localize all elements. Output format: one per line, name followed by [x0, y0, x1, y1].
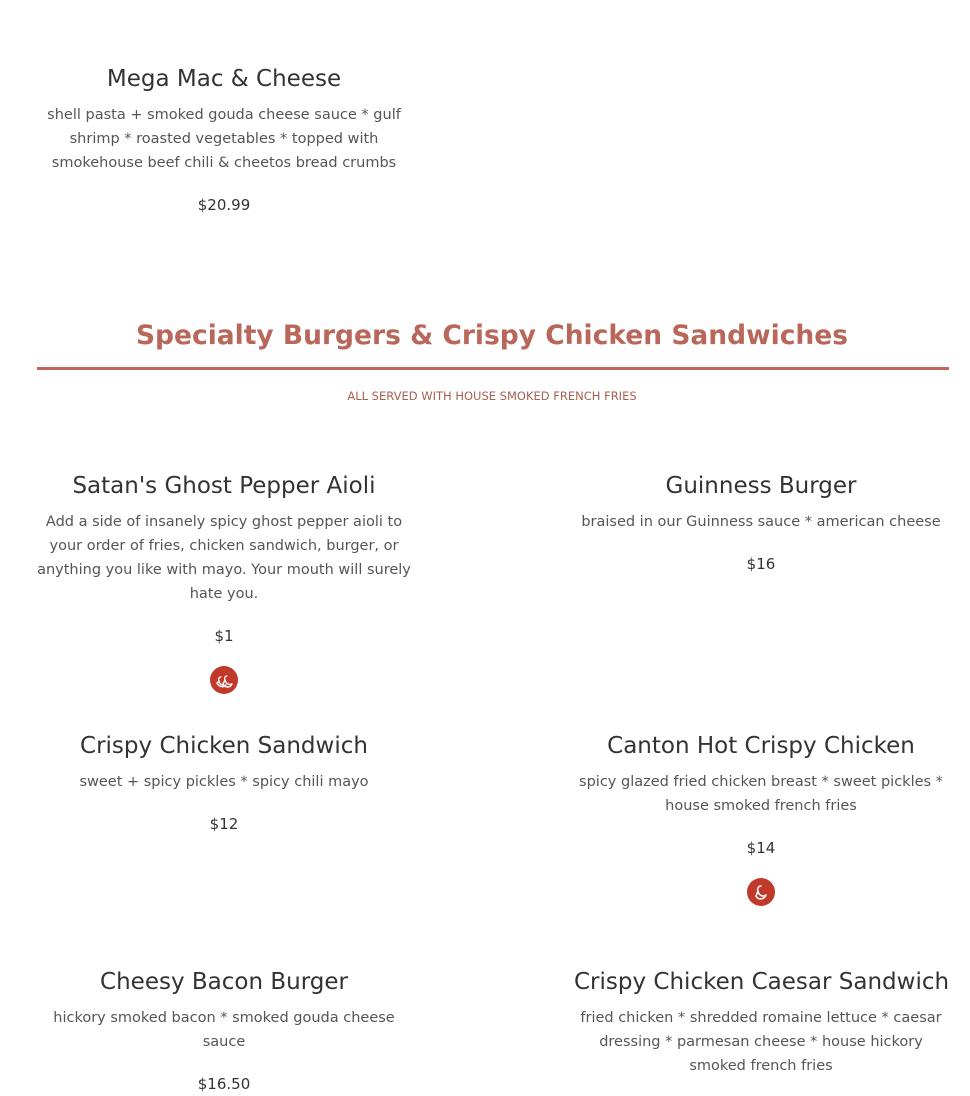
menu-item-description: braised in our Guinness sauce * american cheese — [581, 514, 941, 530]
menu-item-price: $20.99 — [197, 196, 251, 214]
menu-item-canton-hot-crispy-chicken — [574, 731, 948, 906]
chili-pepper-icon — [747, 878, 775, 906]
menu-item-name: Canton Hot Crispy Chicken — [607, 733, 915, 759]
menu-item-guinness-burger — [574, 471, 948, 576]
menu-item-crispy-chicken-sandwich — [36, 731, 412, 836]
menu-item-name: Guinness Burger — [665, 473, 857, 499]
menu-item-name: Crispy Chicken Caesar Sandwich — [574, 969, 950, 995]
menu-item-price: $12 — [209, 815, 239, 833]
menu-item-description: spicy glazed fried chicken breast * sweet pickles * house smoked french fries — [579, 774, 943, 814]
section-divider — [37, 367, 949, 370]
menu-item-name: Crispy Chicken Sandwich — [80, 733, 368, 759]
menu-item-description: hickory smoked bacon * smoked gouda cheese sauce — [53, 1010, 395, 1050]
menu-item-description: sweet + spicy pickles * spicy chili mayo — [79, 774, 369, 790]
chili-pepper-icon — [210, 666, 238, 694]
menu-item-price: $16.50 — [197, 1075, 251, 1093]
menu-item-price: $1 — [214, 627, 234, 645]
menu-item-crispy-chicken-caesar-sandwich — [574, 967, 948, 1078]
menu-item-description: shell pasta + smoked gouda cheese sauce * gulf shrimp * roasted vegetables * topped with smokehouse beef chili & cheetos bread crumbs — [47, 107, 401, 171]
section-subtitle: ALL SERVED WITH HOUSE SMOKED FRENCH FRIES — [347, 389, 637, 403]
menu-item-price: $14 — [746, 839, 776, 857]
menu-item-name: Mega Mac & Cheese — [106, 66, 342, 92]
menu-item-satans-ghost-pepper-aioli — [36, 471, 412, 694]
menu-item-name: Satan's Ghost Pepper Aioli — [72, 473, 376, 499]
menu-item-description: Add a side of insanely spicy ghost pepper aioli to your order of fries, chicken sandwich, burger, or anything you like with mayo. Your mouth will surely hate you. — [37, 514, 411, 602]
menu-item-price: $16 — [746, 555, 776, 573]
menu-item-mega-mac-cheese — [36, 64, 412, 217]
menu-item-description: fried chicken * shredded romaine lettuce * caesar dressing * parmesan cheese * house hickory smoked french fries — [580, 1010, 942, 1074]
menu-item-name: Cheesy Bacon Burger — [100, 969, 348, 995]
menu-item-cheesy-bacon-burger — [36, 967, 412, 1096]
section-title: Specialty Burgers & Crispy Chicken Sandwiches — [135, 320, 849, 351]
